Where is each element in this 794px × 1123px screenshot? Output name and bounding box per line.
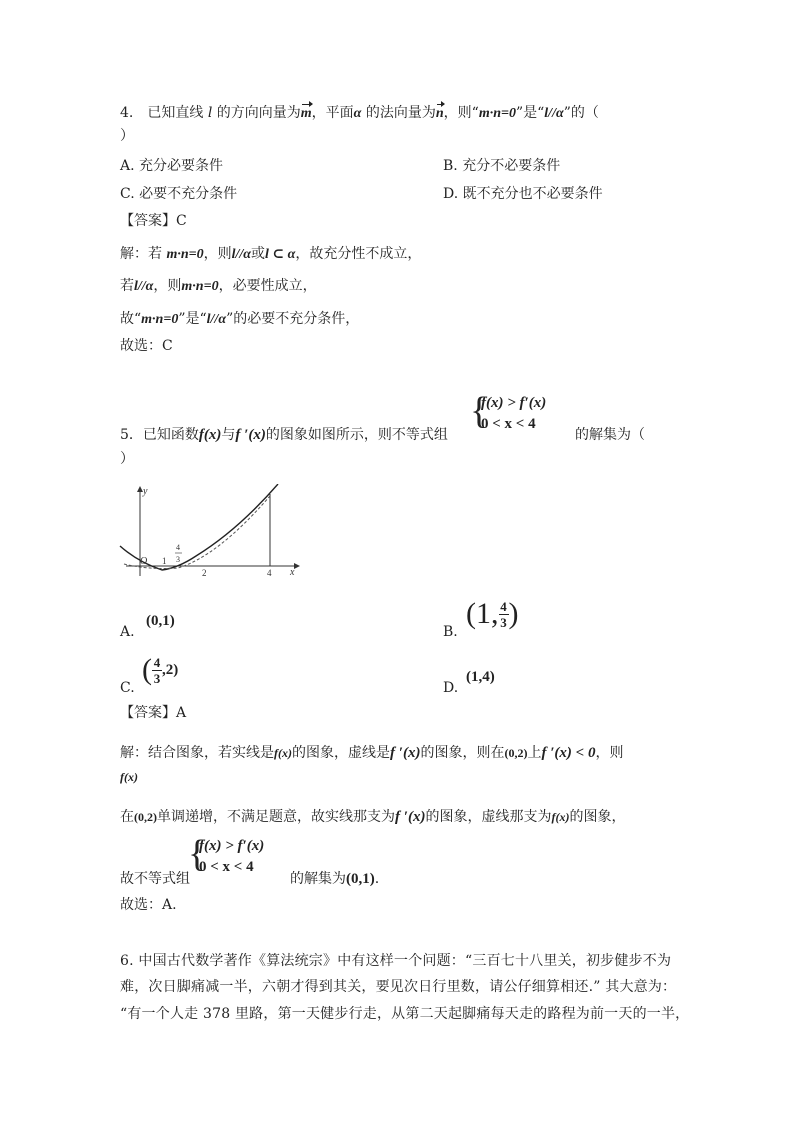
q5-function-fprime: f ′(x) [235,427,266,443]
q4-solution-text: 或 [251,246,266,262]
q5-solution-text: 解：结合图象，若实线是 [120,745,274,761]
q4-parallel: l//α [206,312,227,327]
q5-option-c-open: ( [142,653,152,686]
q5-solution-text: 的图象，虚线是 [292,745,390,761]
q4-option-d: D. 既不充分也不必要条件 [443,186,603,202]
tick-label-4-3-num: 4 [176,543,180,552]
q5-function-fprime: f ′(x) [390,745,421,761]
q4-vector-n: n [435,106,444,121]
q5-option-c-fraction [152,655,162,686]
q5-interval: (0,2) [134,810,157,824]
q5-stem-tail: 的解集为（ [575,427,645,443]
q4-solution-line1 [120,245,421,264]
q5-option-d-label: D. [443,680,459,696]
q5-solution-text: 的图象，虚线那支为 [425,809,552,825]
q4-stem-text: ”是“ [515,105,545,121]
q6-line2: 难，次日脚痛减一半，六朝才得到其关，要见次日行里数，请公仔细算相还.” 其大意为： [120,979,677,995]
q5-brace: { [188,833,207,875]
frac-num: 4 [153,654,161,670]
q4-dot-product: m·n=0 [478,106,516,121]
q4-dot-product: m·n=0 [181,279,219,294]
q4-stem-text: 的法向量为 [361,105,436,121]
q5-inequality-system [470,392,580,438]
q5-function-f: f(x) [551,810,570,824]
q5-option-a-label: A. [120,624,135,640]
tick-label-4-3-den: 3 [176,555,180,564]
q5-option-b-label: B. [443,624,458,640]
q4-dot-product: m·n=0 [166,247,204,262]
q5-option-d: (1,4) [466,669,495,685]
q4-stem-text: 4. 已知直线 [120,105,208,121]
q5-solution-text: 上 [527,745,542,761]
q5-solution-text: ，则 [595,745,624,761]
frac-num: 4 [500,598,507,614]
q5-stem-text: 与 [221,427,236,443]
q5-option-a: (0,1) [146,613,175,629]
q5-solution-text: 的图象，则在 [420,745,505,761]
q4-option-b: B. 充分不必要条件 [443,158,561,174]
q4-line-l: l [207,105,213,121]
q5-inequality: f ′(x) < 0 [541,745,596,761]
q5-interval: (0,2) [504,746,528,760]
q4-solution-line3 [120,310,359,329]
q4-final-choice: 故选：C [120,338,173,354]
q4-option-c: C. 必要不充分条件 [120,186,238,202]
tick-label-4: 4 [267,568,272,578]
q5-answer: 【答案】A [120,705,187,721]
q4-parallel: l//α [134,279,154,294]
q4-stem [120,104,599,123]
q5-function-graph [118,484,302,580]
q4-solution-text: 故“ [120,311,142,327]
q5-system-line2: 0 < x < 4 [199,859,254,875]
q5-option-c-label: C. [120,680,135,696]
q5-function-f: f(x) [274,746,292,760]
q4-plane-alpha: α [353,106,362,121]
frac-den: 3 [153,670,161,686]
q5-solution-line3-prefix: 故不等式组 [120,871,190,887]
q5-option-b-fraction [499,599,509,630]
x-axis-label: x [290,567,295,578]
x-axis-arrow-icon [294,563,300,569]
q5-function-f-wrap: f(x) [120,770,138,784]
q5-system-line1: f(x) > f′(x) [199,838,265,854]
q5-solution-system [188,835,298,881]
q4-solution-text: ，故充分性不成立， [295,246,422,262]
q5-system-line2: 0 < x < 4 [481,416,536,432]
q5-system-line1: f(x) > f′(x) [481,395,547,411]
q5-solution-text: 的图象， [569,809,626,825]
q4-stem-text: ，则“ [443,105,479,121]
q4-stem-end: ） [120,128,134,144]
q5-option-c [142,650,178,690]
q4-stem-text: 的方向向量为 [212,105,301,121]
q4-stem-text: ，平面 [311,105,354,121]
q4-solution-text: ，必要性成立， [218,278,317,294]
q4-solution-line2 [120,277,317,296]
q4-dot-product: m·n=0 [141,312,179,327]
q5-stem [120,426,448,444]
q5-solution-text: . [374,871,380,887]
q5-stem-text: 的图象如图所示，则不等式组 [265,427,448,443]
q5-option-c-close: ,2) [162,662,179,678]
q5-option-b-open: (1, [466,597,499,630]
q4-parallel: l//α [231,247,252,262]
q5-interval: (0,1) [346,871,375,887]
q5-function-f: f(x) [198,427,222,443]
q4-solution-text: ”的必要不充分条件， [226,311,360,327]
q4-option-a: A. 充分必要条件 [120,158,224,174]
q5-solution-line1 [120,744,623,762]
q4-answer: 【答案】C [120,213,187,229]
origin-label: O [140,556,148,567]
q5-final-choice: 故选：A. [120,897,177,913]
q5-function-fprime: f ′(x) [395,809,426,825]
q6-line1: 6. 中国古代数学著作《算法统宗》中有这样一个问题：“三百七十八里关，初步健步不为 [120,953,672,969]
q5-stem-end: ） [120,451,134,467]
q5-option-b [466,594,519,634]
y-axis-label: y [143,486,148,497]
q4-vector-m: m [300,106,312,121]
q5-solution-line3 [290,870,379,888]
tick-label-1: 1 [162,556,167,566]
q4-solution-text: ，则 [203,246,232,262]
q5-solution-text: 的解集为 [290,871,346,887]
q4-stem-text: ”的（ [563,105,599,121]
q4-solution-text: 解：若 [120,246,167,262]
q5-brace: { [470,390,489,432]
q5-stem-text: 5．已知函数 [120,427,199,443]
q6-line3: “有一个人走 378 里路，第一天健步行走，从第二天起脚痛每天走的路程为前一天的一半， [120,1006,690,1022]
q5-solution-line2 [120,808,625,826]
q4-solution-text: ”是“ [178,311,207,327]
q4-solution-text: 若 [120,278,134,294]
tick-label-2: 2 [202,568,207,578]
q5-option-b-close: ) [508,597,519,630]
q4-subset: l ⊂ α [265,247,296,262]
frac-den: 3 [500,614,507,630]
q5-solution-text: 在 [120,809,134,825]
q5-solution-text: 单调递增，不满足题意，故实线那支为 [157,809,395,825]
q4-parallel: l//α [544,106,564,121]
q4-solution-text: ，则 [153,278,182,294]
